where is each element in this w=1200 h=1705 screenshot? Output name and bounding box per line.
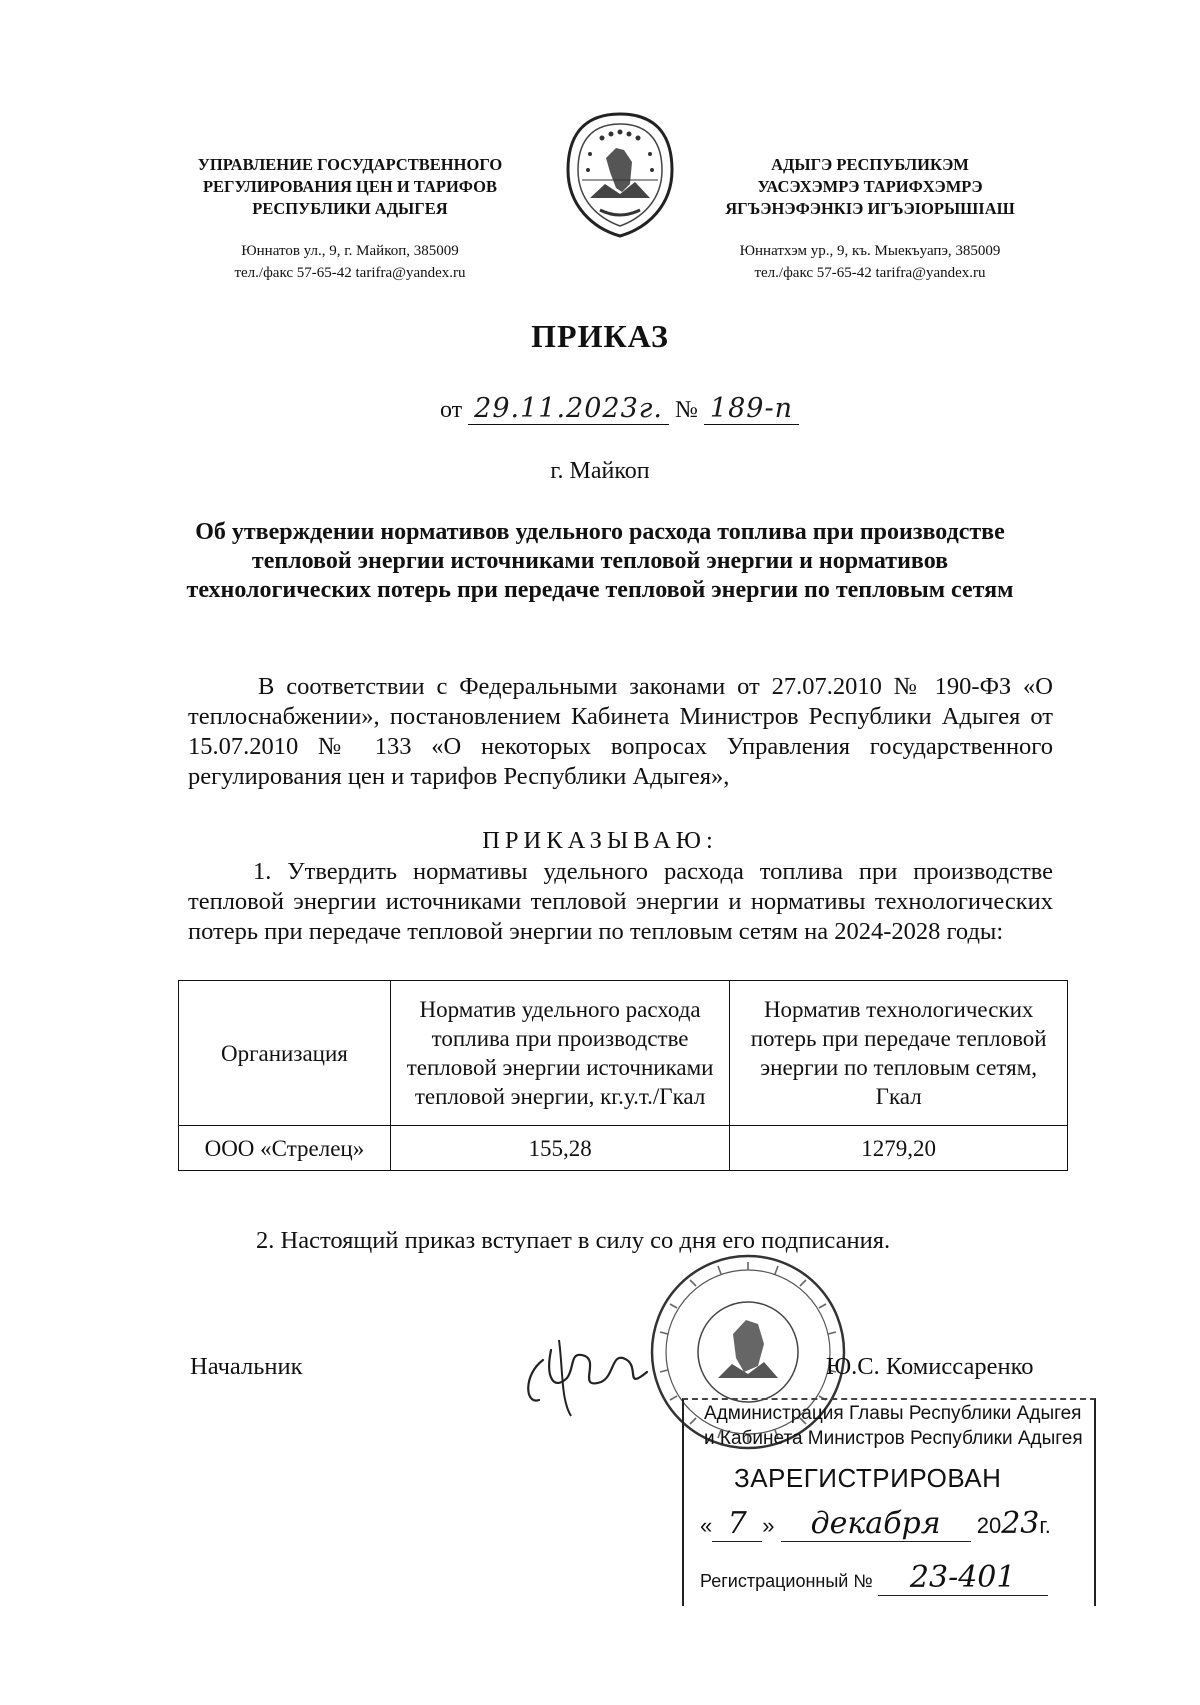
registration-authority-line: и Кабинета Министров Республики Адыгея — [704, 1428, 1083, 1449]
org-name-line: ЯГЪЭНЭФЭНКIЭ ИГЪЭIОРЫШIАШ — [725, 199, 1015, 218]
registration-year-mark: г. — [1039, 1513, 1051, 1538]
handwritten-signature — [515, 1320, 655, 1430]
column-header-loss-norm: Норматив технологических потерь при передаче тепловой энергии по тепловым сетям, Гкал — [730, 981, 1068, 1126]
org-name-line: РЕСПУБЛИКИ АДЫГЕЯ — [252, 199, 448, 218]
city-label: г. Майкоп — [550, 458, 650, 484]
column-header-fuel-norm: Норматив удельного расхода топлива при производстве тепловой энергии источниками тепловой энергии, кг.у.т./Гкал — [390, 981, 730, 1126]
handwritten-date: 29.11.2023г. — [468, 393, 669, 425]
registration-number-label: Регистрационный № — [700, 1571, 873, 1591]
date-number-line — [440, 393, 860, 425]
org-address-russian — [170, 240, 530, 284]
document-title: ПРИКАЗ — [531, 318, 669, 354]
contact-line: тел./факс 57-65-42 tarifra@yandex.ru — [754, 265, 986, 281]
handwritten-number: 189-п — [704, 393, 799, 425]
address-line: Юннатхэм ур., 9, къ. Мыекъуапэ, 385009 — [739, 243, 1001, 259]
coat-of-arms-emblem — [560, 110, 680, 240]
registration-year-prefix: 20 — [976, 1513, 1002, 1538]
registration-date: « 7 » декабря 2023г. — [700, 1506, 1051, 1541]
table-header-row — [179, 981, 1068, 1126]
contact-line: тел./факс 57-65-42 tarifra@yandex.ru — [234, 265, 466, 281]
table-cell-organization: ООО «Стрелец» — [179, 1126, 391, 1171]
org-name-line: РЕГУЛИРОВАНИЯ ЦЕН И ТАРИФОВ — [202, 177, 498, 196]
org-name-russian — [150, 154, 550, 220]
registration-number: 23-401 — [878, 1560, 1048, 1596]
document-subject: Об утверждении нормативов удельного расхода топлива при производстве тепловой энергии источниками тепловой энергии и нормативов технологических потерь при передаче тепловой энергии по тепловым сетям — [186, 519, 1014, 603]
registration-month: декабря — [781, 1506, 971, 1542]
org-name-line: УПРАВЛЕНИЕ ГОСУДАРСТВЕННОГО — [197, 155, 503, 174]
registration-year-suffix: 23 — [1001, 1506, 1040, 1541]
signer-role: Начальник — [190, 1353, 303, 1380]
table-cell-fuel-norm: 155,28 — [390, 1126, 730, 1171]
org-address-adyghe — [690, 240, 1050, 284]
order-item-1: 1. Утвердить нормативы удельного расхода топлива при производстве тепловой энергии источниками тепловой энергии и нормативы технологических потерь при передаче тепловой энергии по тепловым сетям на 2024-2028 годы: — [188, 858, 1053, 945]
org-name-line: АДЫГЭ РЕСПУБЛИКЭМ — [771, 155, 969, 174]
registration-day: 7 — [712, 1506, 762, 1542]
org-name-adyghe — [680, 154, 1060, 220]
number-prefix: № — [675, 397, 698, 423]
table-row — [179, 1126, 1068, 1171]
preamble-paragraph: В соответствии с Федеральными законами от 27.07.2010 № 190-ФЗ «О теплоснабжении», постановлением Кабинета Министров Республики Адыгея от 15.07.2010 № 133 «О некоторых вопросах Управления государственного регулирования цен и тарифов Республики Адыгея», — [188, 673, 1053, 790]
registration-authority-line: Администрация Главы Республики Адыгея — [704, 1403, 1082, 1424]
address-line: Юннатов ул., 9, г. Майкоп, 385009 — [241, 243, 459, 259]
registration-stamp — [682, 1398, 1096, 1606]
decree-heading: ПРИКАЗЫВАЮ: — [482, 827, 718, 854]
registration-title: ЗАРЕГИСТРИРОВАН — [734, 1463, 1002, 1493]
table-cell-loss-norm: 1279,20 — [730, 1126, 1068, 1171]
signer-name: Ю.С. Комиссаренко — [826, 1353, 1034, 1380]
order-item-2: 2. Настоящий приказ вступает в силу со дня его подписания. — [256, 1227, 891, 1254]
column-header-organization: Организация — [179, 981, 391, 1126]
org-name-line: УАСЭХЭМРЭ ТАРИФХЭМРЭ — [757, 177, 983, 196]
date-prefix: от — [440, 397, 463, 423]
norms-table — [178, 980, 1068, 1171]
registration-number-line — [700, 1560, 1048, 1596]
